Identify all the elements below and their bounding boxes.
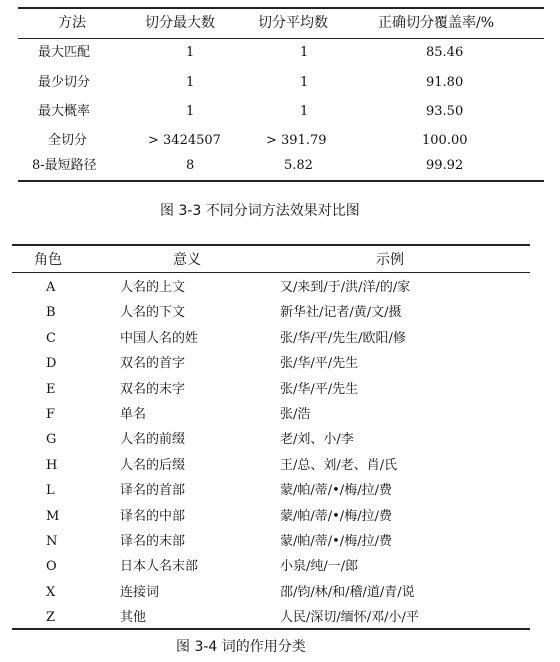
figure-3-3-caption: 图 3-3 不同分词方法效果对比图 [160,203,360,219]
table2-example: 张/华/平/先生 [280,382,359,397]
table1-cell: 1 [300,75,309,90]
table1-bottom-rule [18,180,544,182]
table2-meaning: 译名的末部 [120,534,186,549]
table1-cell: 8-最短路径 [32,158,97,173]
table2-example: 蒙/帕/蒂/•/梅/拉/费 [280,509,392,524]
table2-role: Z [46,610,56,625]
table1-cell: 最大匹配 [38,45,91,60]
table2-header-example: 示例 [376,252,404,268]
table1-cell: 5.82 [284,158,313,173]
table1-cell: > 3424507 [148,133,221,148]
table1-cell: 8 [186,158,195,173]
table2-example: 张/浩 [280,407,311,422]
table2-meaning: 人名的下文 [120,305,186,320]
table1-cell: 1 [300,45,309,60]
table2-meaning: 人名的前缀 [120,432,186,447]
table1-cell: > 391.79 [266,133,327,148]
table2-role: O [46,559,57,574]
table2-role: F [46,407,56,422]
table1-cell: 100.00 [422,133,468,148]
table1-header-avg: 切分平均数 [258,15,328,31]
table2-meaning: 译名的首部 [120,483,186,498]
table2-header-role: 角色 [34,252,62,268]
table2-role: N [46,534,58,549]
table2-example: 张/华/平/先生/欧阳/修 [280,331,406,346]
table1-cell: 1 [300,104,309,119]
table2-example: 蒙/帕/蒂/•/梅/拉/费 [280,483,392,498]
table2-role: B [46,305,56,320]
table2-meaning: 人名的后缀 [120,458,186,473]
table2-top-rule [12,244,530,246]
table1-cell: 91.80 [426,75,464,90]
table2-role: H [46,458,58,473]
table1-header-rule [18,38,544,39]
table2-example: 又/来到/于/洪/洋/的/家 [280,280,411,295]
table2-example: 邵/钧/林/和/稽/道/青/说 [280,585,415,600]
table2-bottom-rule [12,628,530,630]
table2-role: D [46,356,57,371]
table2-role: G [46,432,57,447]
table2-example: 张/华/平/先生 [280,356,359,371]
table2-role: C [46,331,56,346]
table2-role: L [46,483,55,498]
table1-cell: 最大概率 [38,104,91,119]
table2-header-rule [12,272,530,273]
table2-meaning: 其他 [120,610,147,625]
table2-meaning: 中国人名的姓 [120,331,199,346]
table2-example: 老/刘、小/李 [280,432,354,447]
table1-top-rule [18,7,544,9]
table1-cell: 最少切分 [38,75,91,90]
table2-meaning: 日本人名末部 [120,559,199,574]
table2-meaning: 单名 [120,407,147,422]
table1-cell: 85.46 [426,45,464,60]
table2-role: E [46,382,56,397]
table2-role: M [46,509,60,524]
table1-cell: 99.92 [426,158,464,173]
table2-meaning: 双名的末字 [120,382,186,397]
table1-header-method: 方法 [58,15,86,31]
table1-cell: 93.50 [426,104,464,119]
table2-header-meaning: 意义 [173,252,201,268]
table2-example: 王/总、刘/老、肖/氏 [280,458,398,473]
table1-cell: 1 [186,45,195,60]
table2-meaning: 双名的首字 [120,356,186,371]
table2-meaning: 译名的中部 [120,509,186,524]
table1-header-coverage: 正确切分覆盖率/% [378,15,495,31]
table2-role: X [46,585,56,600]
table2-example: 新华社/记者/黄/文/摄 [280,305,402,320]
table2-example: 小泉/纯/一/郎 [280,559,359,574]
table1-cell: 全切分 [48,133,88,148]
table1-header-max: 切分最大数 [145,15,215,31]
figure-3-4-caption: 图 3-4 词的作用分类 [176,639,306,655]
table2-meaning: 连接词 [120,585,160,600]
table1-cell: 1 [186,104,195,119]
table2-role: A [46,280,56,295]
table2-example: 人民/深切/缅怀/邓/小/平 [280,610,419,625]
table2-example: 蒙/帕/蒂/•/梅/拉/费 [280,534,392,549]
table1-cell: 1 [186,75,195,90]
table2-meaning: 人名的上文 [120,280,186,295]
